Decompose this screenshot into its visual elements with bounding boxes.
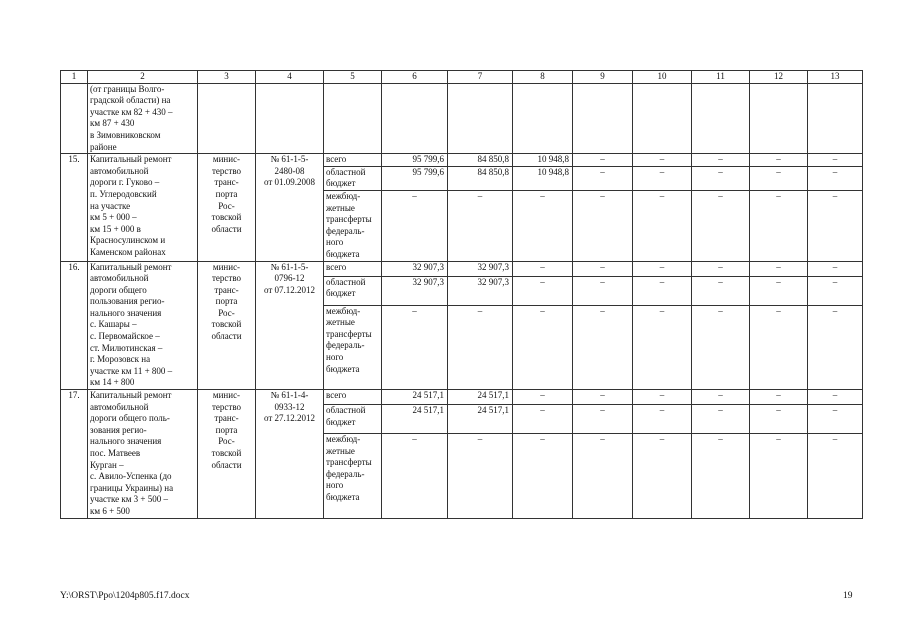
header-col-1: 1 (61, 71, 88, 84)
funding-source: всего (324, 261, 382, 276)
header-col-6: 6 (382, 71, 448, 84)
value-cell: – (573, 190, 633, 261)
value-cell: – (573, 154, 633, 167)
value-cell: – (750, 261, 808, 276)
funding-source: всего (324, 154, 382, 167)
value-cell: – (692, 405, 750, 434)
value-cell: – (633, 190, 692, 261)
value-cell: – (692, 261, 750, 276)
value-cell: 84 850,8 (448, 154, 513, 167)
value-cell: – (692, 434, 750, 519)
object-name: Капитальный ремонт автомобильной дороги г. Гуково – п. Углеродовский на участке км 5 + 000 – км 15 + 000 в Красносулинском и Каменском районах (88, 154, 198, 261)
continued-name-cell: (от границы Волго- градской области) на участке км 82 + 430 – км 87 + 430 в Зимовниковском районе (88, 83, 198, 154)
value-cell: – (808, 190, 863, 261)
value-cell: – (633, 405, 692, 434)
value-cell: – (513, 261, 573, 276)
value-cell: – (808, 390, 863, 405)
value-cell: – (573, 434, 633, 519)
header-col-5: 5 (324, 71, 382, 84)
funding-source: межбюд- жетные трансферты федераль- ного бюджета (324, 305, 382, 390)
value-cell: – (808, 154, 863, 167)
table-row (61, 390, 863, 405)
customer-org: минис- терство транс- порта Рос- товской области (198, 261, 256, 390)
continued-row (61, 83, 863, 154)
object-name: Капитальный ремонт автомобильной дороги общего пользования регио- нального значения с. Кашары – с. Первомайское – ст. Милютинская – г. Морозовск на участке км 11 + 800 – км 14 + 800 (88, 261, 198, 390)
value-cell: – (513, 390, 573, 405)
value-cell: 95 799,6 (382, 166, 448, 190)
value-cell: – (750, 405, 808, 434)
value-cell: – (750, 390, 808, 405)
funding-source: областной бюджет (324, 276, 382, 305)
header-col-4: 4 (256, 71, 324, 84)
budget-table (60, 70, 863, 519)
header-col-7: 7 (448, 71, 513, 84)
header-col-2: 2 (88, 71, 198, 84)
value-cell: – (750, 166, 808, 190)
value-cell: – (808, 276, 863, 305)
value-cell: – (573, 276, 633, 305)
header-col-10: 10 (633, 71, 692, 84)
funding-source: областной бюджет (324, 405, 382, 434)
header-col-9: 9 (573, 71, 633, 84)
value-cell: – (513, 305, 573, 390)
value-cell: – (808, 261, 863, 276)
value-cell: – (573, 305, 633, 390)
value-cell: – (513, 190, 573, 261)
document-ref: № 61-1-5- 0796-12 от 07.12.2012 (256, 261, 324, 390)
value-cell: – (573, 166, 633, 190)
value-cell: – (633, 390, 692, 405)
value-cell: – (692, 390, 750, 405)
value-cell: – (808, 434, 863, 519)
value-cell: – (633, 276, 692, 305)
header-row (61, 71, 863, 84)
value-cell: – (513, 434, 573, 519)
value-cell: – (382, 190, 448, 261)
value-cell: – (633, 305, 692, 390)
value-cell: – (573, 390, 633, 405)
document-ref: № 61-1-4- 0933-12 от 27.12.2012 (256, 390, 324, 519)
footer-file-path: Y:\ORST\Ppo\1204p805.f17.docx (60, 591, 190, 601)
value-cell: – (573, 261, 633, 276)
value-cell: 32 907,3 (382, 261, 448, 276)
footer-page-number: 19 (843, 591, 853, 601)
value-cell: – (633, 261, 692, 276)
value-cell: – (633, 166, 692, 190)
object-name: Капитальный ремонт автомобильной дороги общего поль- зования регио- нального значения пос. Матвеев Курган – с. Авило-Успенка (до границы Украины) на участке км 3 + 500 – км 6 + 500 (88, 390, 198, 519)
table-row (61, 154, 863, 167)
header-col-13: 13 (808, 71, 863, 84)
value-cell: – (382, 305, 448, 390)
value-cell: – (750, 190, 808, 261)
funding-source: межбюд- жетные трансферты федераль- ного бюджета (324, 190, 382, 261)
funding-source: областной бюджет (324, 166, 382, 190)
value-cell: – (750, 434, 808, 519)
value-cell: 10 948,8 (513, 166, 573, 190)
value-cell: – (692, 305, 750, 390)
value-cell: 32 907,3 (448, 276, 513, 305)
value-cell: – (750, 276, 808, 305)
value-cell: – (633, 154, 692, 167)
header-col-12: 12 (750, 71, 808, 84)
value-cell: – (750, 154, 808, 167)
value-cell: 95 799,6 (382, 154, 448, 167)
funding-source: межбюд- жетные трансферты федераль- ного бюджета (324, 434, 382, 519)
table-row (61, 261, 863, 276)
value-cell: 10 948,8 (513, 154, 573, 167)
value-cell: 24 517,1 (382, 390, 448, 405)
value-cell: – (692, 154, 750, 167)
value-cell: – (448, 434, 513, 519)
value-cell: – (808, 166, 863, 190)
header-col-3: 3 (198, 71, 256, 84)
value-cell: – (808, 405, 863, 434)
value-cell: – (448, 305, 513, 390)
value-cell: 24 517,1 (448, 390, 513, 405)
object-number: 16. (61, 261, 88, 390)
header-col-8: 8 (513, 71, 573, 84)
value-cell: – (692, 276, 750, 305)
value-cell: 32 907,3 (448, 261, 513, 276)
value-cell: 32 907,3 (382, 276, 448, 305)
value-cell: – (573, 405, 633, 434)
value-cell: – (750, 305, 808, 390)
value-cell: – (692, 190, 750, 261)
value-cell: – (448, 190, 513, 261)
value-cell: – (692, 166, 750, 190)
object-number: 17. (61, 390, 88, 519)
document-ref: № 61-1-5- 2480-08 от 01.09.2008 (256, 154, 324, 261)
object-number: 15. (61, 154, 88, 261)
value-cell: 24 517,1 (382, 405, 448, 434)
funding-source: всего (324, 390, 382, 405)
customer-org: минис- терство транс- порта Рос- товской области (198, 154, 256, 261)
value-cell: – (633, 434, 692, 519)
value-cell: – (513, 276, 573, 305)
value-cell: 84 850,8 (448, 166, 513, 190)
value-cell: 24 517,1 (448, 405, 513, 434)
header-col-11: 11 (692, 71, 750, 84)
value-cell: – (382, 434, 448, 519)
continued-no-cell (61, 83, 88, 154)
customer-org: минис- терство транс- порта Рос- товской области (198, 390, 256, 519)
value-cell: – (808, 305, 863, 390)
value-cell: – (513, 405, 573, 434)
